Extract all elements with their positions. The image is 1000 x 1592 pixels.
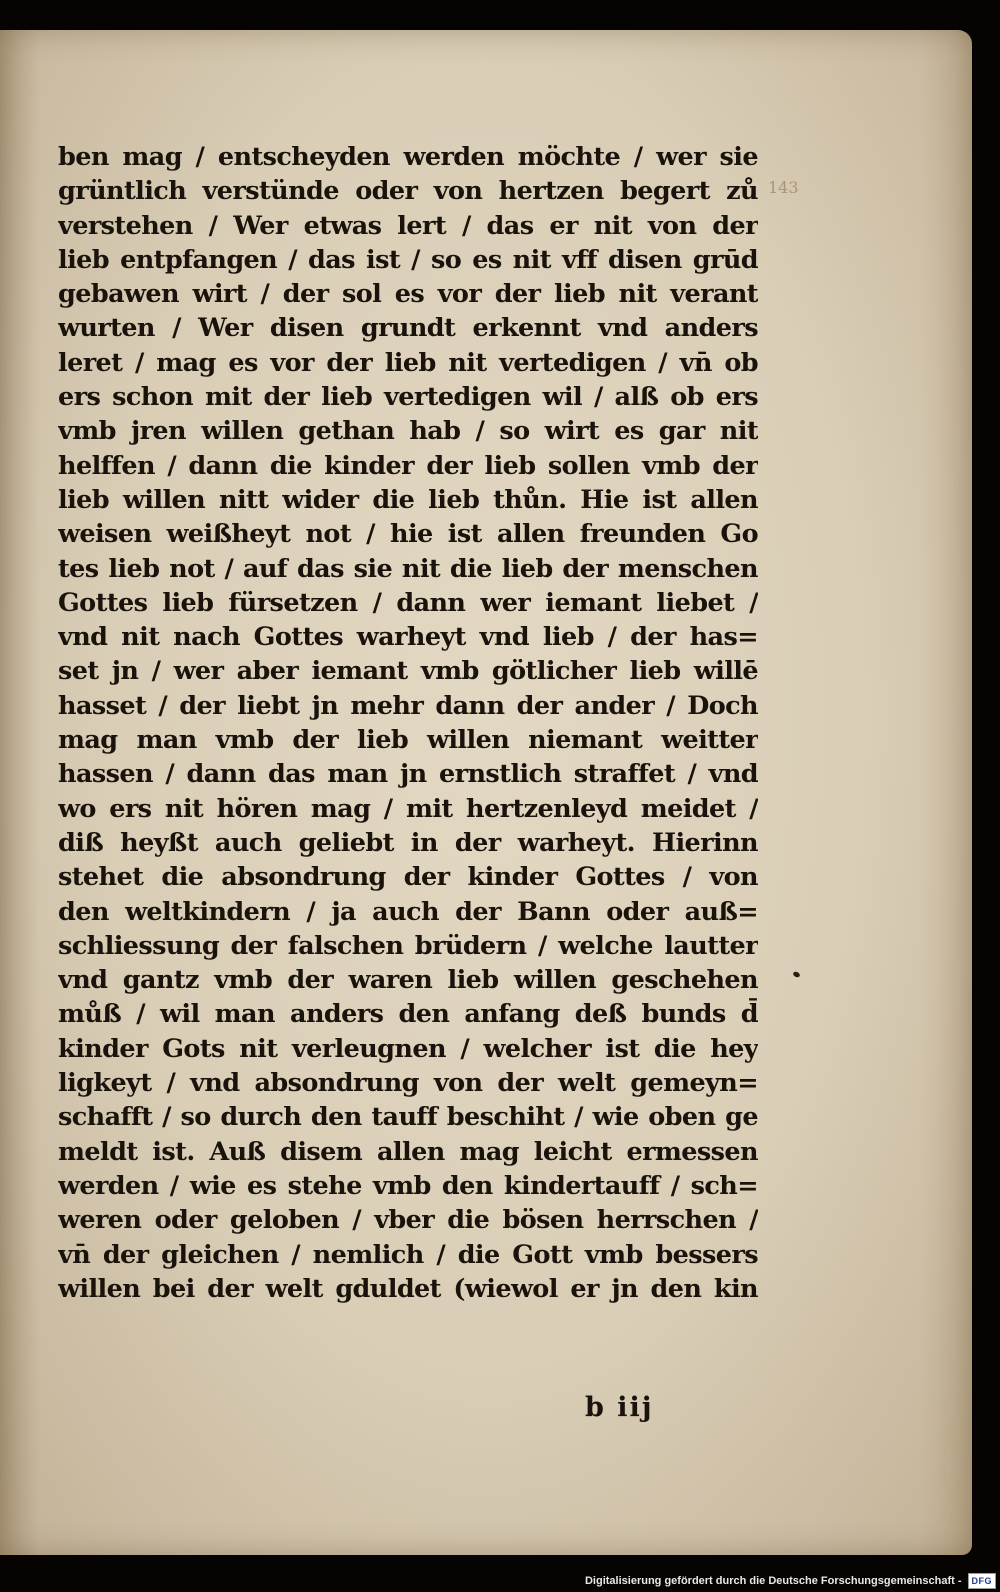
- text-line: vnd gantz vmb der waren lieb willen geschehen: [58, 965, 758, 996]
- text-line: meldt ist. Auß disem allen mag leicht ermessen: [58, 1136, 758, 1167]
- text-line: vmb jren willen gethan hab / so wirt es gar nit: [58, 416, 758, 447]
- footer-credit-text: Digitalisierung gefördert durch die Deutsche Forschungsgemeinschaft -: [584, 1575, 962, 1587]
- text-line: vn̄ der gleichen / nemlich / die Gott vmb bessers: [58, 1239, 758, 1270]
- text-line: weren oder geloben / vber die bösen herrschen /: [58, 1205, 758, 1236]
- text-line: lieb willen nitt wider die lieb thůn. Hie ist allen: [58, 484, 758, 515]
- text-line: wo ers nit hören mag / mit hertzenleyd meidet /: [58, 793, 758, 824]
- text-line: mag man vmb der lieb willen niemant weitter: [58, 725, 758, 756]
- text-line: můß / wil man anders den anfang deß bunds d̄: [58, 999, 758, 1030]
- footer-credit: [585, 1570, 1000, 1592]
- text-line: lieb entpfangen / das ist / so es nit vff disen grūd: [58, 244, 758, 275]
- text-line: schafft / so durch den tauff beschiht / wie oben ge: [58, 1102, 758, 1133]
- text-line: vnd nit nach Gottes warheyt vnd lieb / der has=: [58, 622, 758, 653]
- text-line: tes lieb not / auf das sie nit die lieb der menschen: [58, 553, 758, 584]
- text-line: schliessung der falschen brüdern / welche lautter: [58, 930, 758, 961]
- text-line: ben mag / entscheyden werden möchte / wer sie: [58, 142, 758, 172]
- text-line: diß heyßt auch geliebt in der warheyt. Hierinn: [58, 827, 758, 858]
- folio-number: 143: [768, 178, 799, 197]
- text-line: hasset / der liebt jn mehr dann der ander / Doch: [58, 690, 758, 721]
- text-line: Gottes lieb fürsetzen / dann wer iemant liebet /: [58, 587, 758, 618]
- book-page: [0, 30, 972, 1555]
- text-line: werden / wie es stehe vmb den kindertauff / sch=: [58, 1170, 758, 1201]
- text-line: ligkeyt / vnd absondrung von der welt gemeyn=: [58, 1068, 758, 1099]
- signature-mark: b iij: [585, 1392, 654, 1423]
- text-line: ers schon mit der lieb vertedigen wil / alß ob ers: [58, 382, 758, 413]
- text-line: gebawen wirt / der sol es vor der lieb nit verant: [58, 279, 758, 310]
- text-line: verstehen / Wer etwas lert / das er nit von der: [58, 210, 758, 241]
- text-line: kinder Gots nit verleugnen / welcher ist die hey: [58, 1033, 758, 1064]
- ink-spot: [792, 971, 800, 978]
- text-line: leret / mag es vor der lieb nit vertedigen / vn̄ ob: [58, 347, 758, 378]
- body-text: [58, 140, 758, 1306]
- text-line: helffen / dann die kinder der lieb sollen vmb der: [58, 450, 758, 481]
- text-line: willen bei der welt gduldet (wiewol er jn den kin: [58, 1273, 758, 1304]
- text-line: weisen weißheyt not / hie ist allen freunden Go: [58, 519, 758, 550]
- text-line: wurten / Wer disen grundt erkennt vnd anders: [58, 313, 758, 344]
- text-line: hassen / dann das man jn ernstlich straffet / vnd: [58, 759, 758, 790]
- text-line: den weltkindern / ja auch der Bann oder auß=: [58, 896, 758, 927]
- text-line: set jn / wer aber iemant vmb götlicher lieb willē: [58, 656, 758, 687]
- dfg-logo: DFG: [968, 1573, 997, 1589]
- text-line: stehet die absondrung der kinder Gottes / von: [58, 862, 758, 893]
- text-line: grüntlich verstünde oder von hertzen begert zů: [58, 176, 758, 207]
